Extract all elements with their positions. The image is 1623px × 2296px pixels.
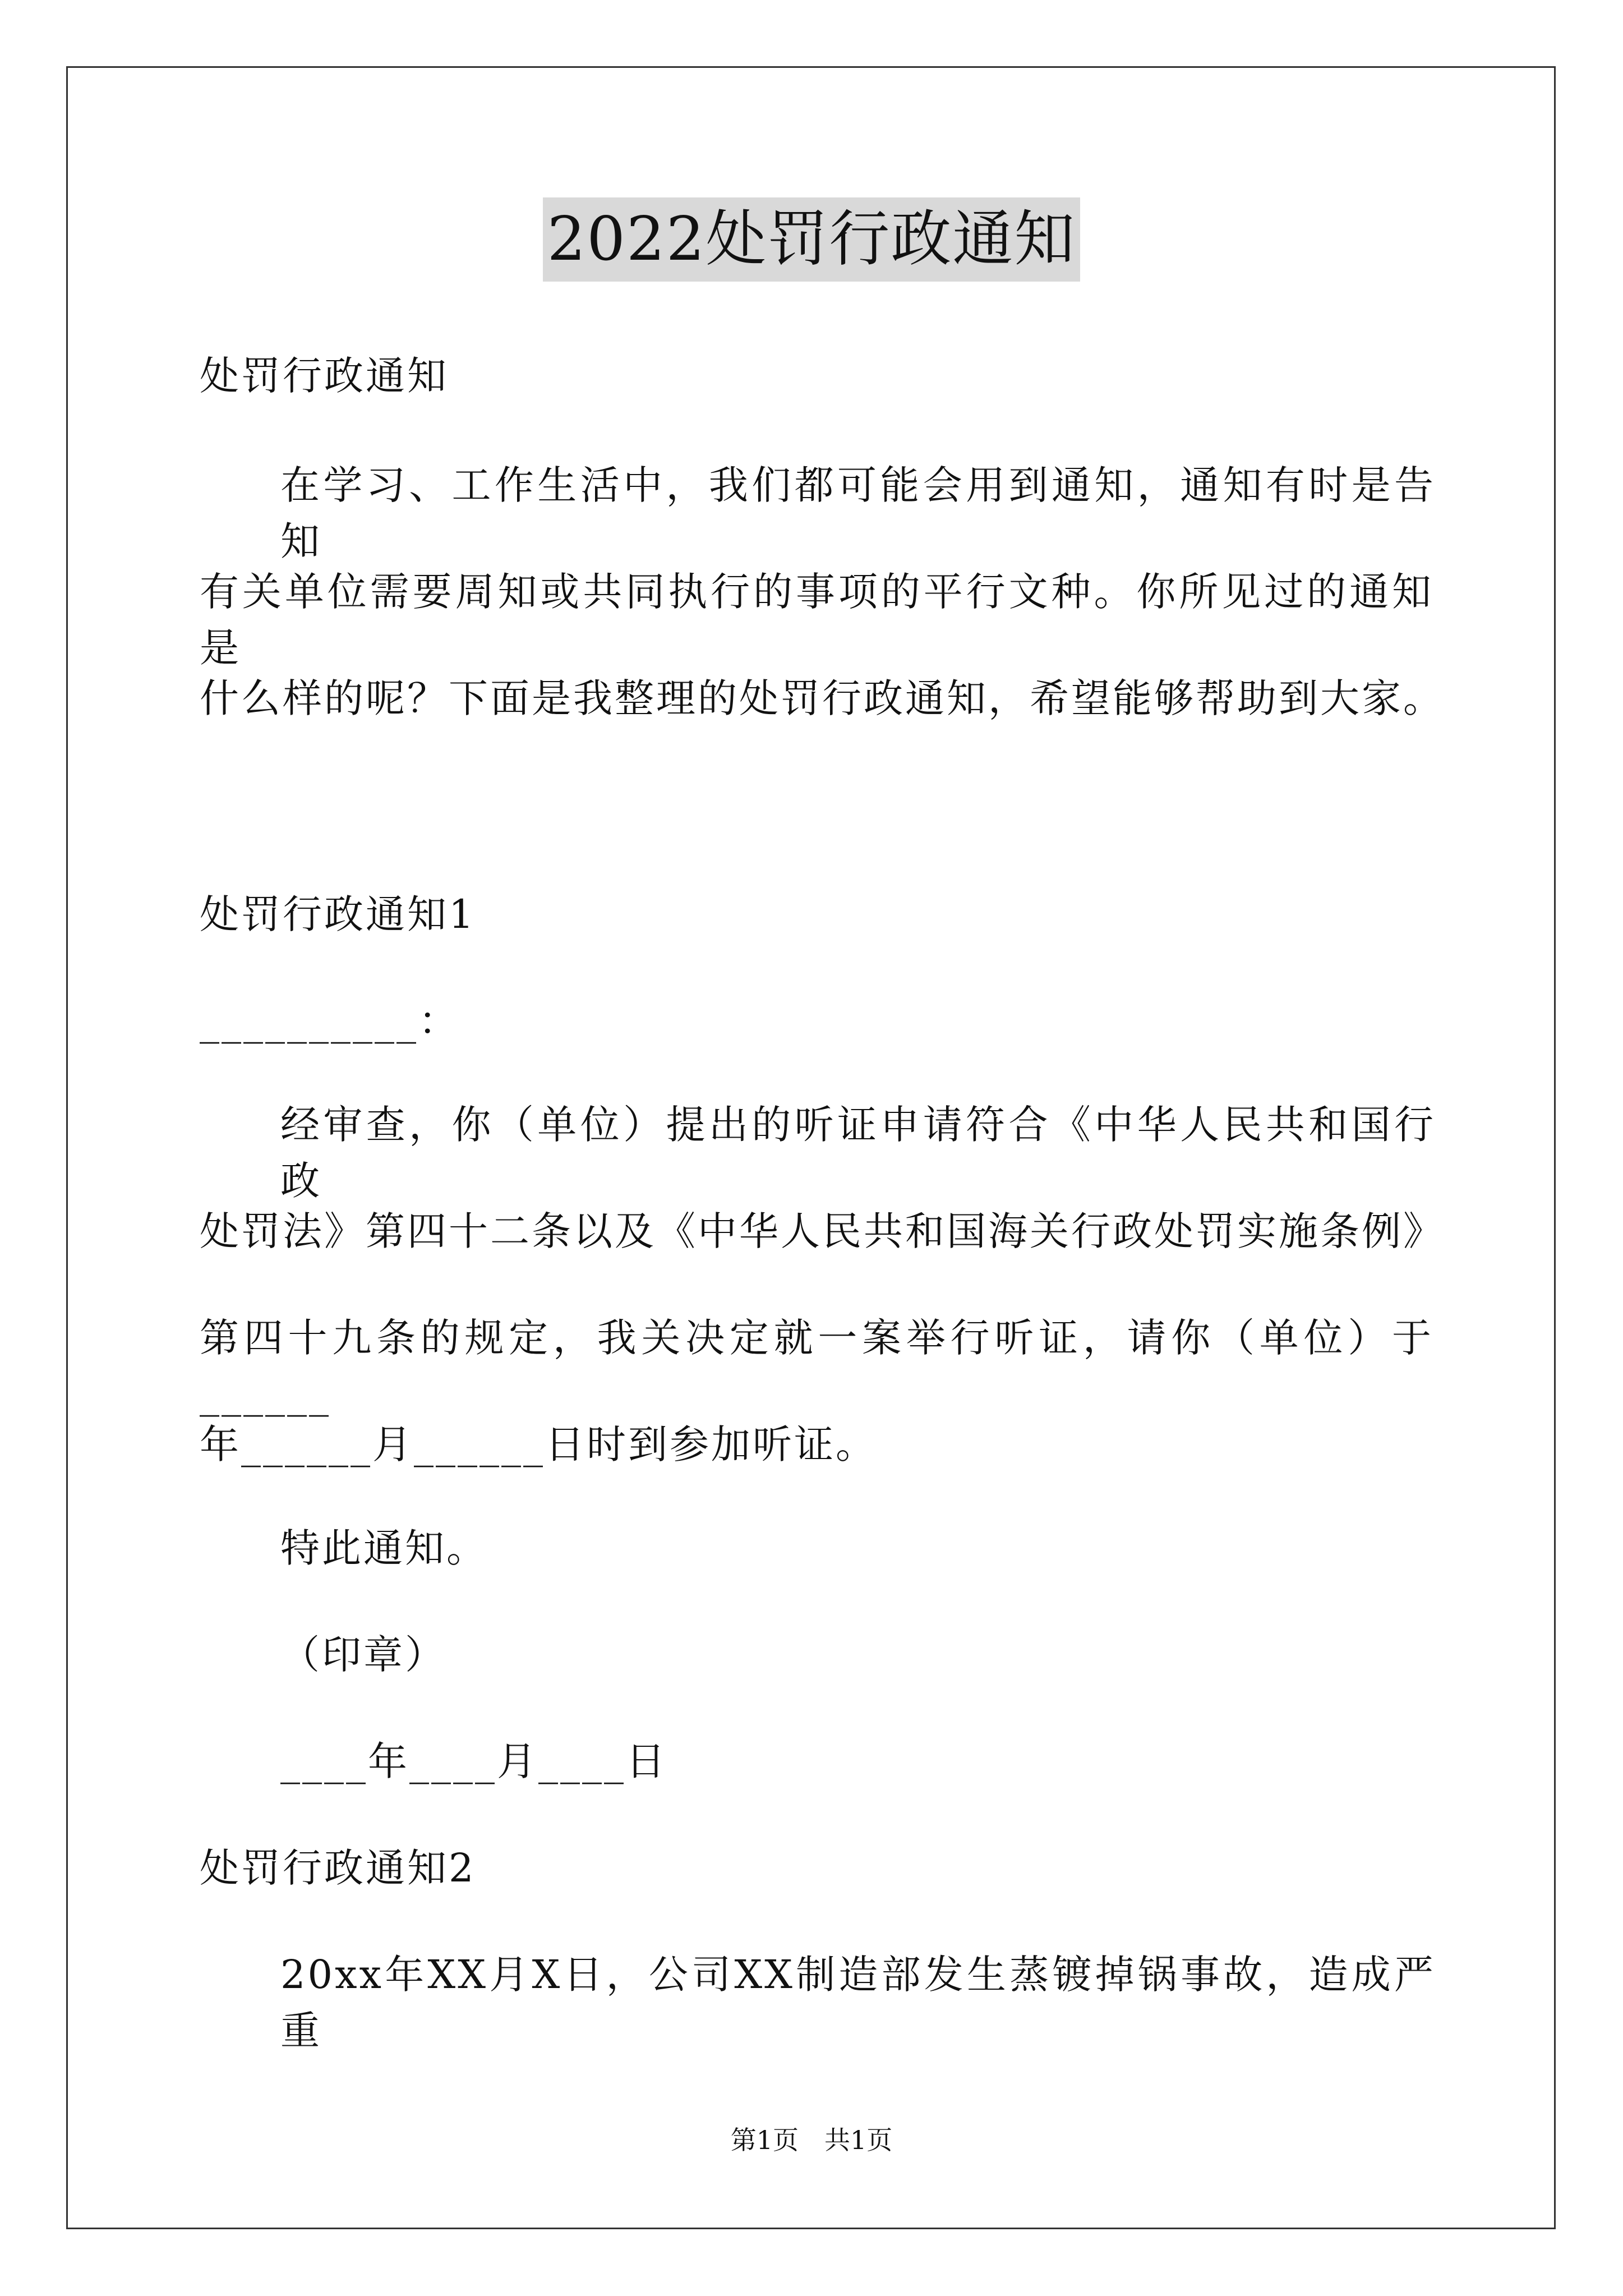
intro-paragraph-line-2: 有关单位需要周知或共同执行的事项的平行文种。你所见过的通知是 <box>200 569 1433 671</box>
section-heading-2: 处罚行政通知2 <box>200 1845 476 1891</box>
document-title: 2022处罚行政通知 <box>543 197 1081 282</box>
intro-paragraph-line-3: 什么样的呢？下面是我整理的处罚行政通知，希望能够帮助到大家。 <box>200 675 1445 721</box>
notice-1-line-1: 经审查，你（单位）提出的听证申请符合《中华人民共和国行政 <box>280 1102 1436 1204</box>
intro-heading: 处罚行政通知 <box>200 353 449 399</box>
section-heading-1: 处罚行政通知1 <box>200 891 476 937</box>
page-footer: 第1页 共1页 <box>730 2125 893 2155</box>
seal-placeholder: （印章） <box>280 1632 446 1678</box>
notice-1-line-4: 年______月______日时到参加听证。 <box>200 1421 877 1467</box>
notice-1-line-3: 第四十九条的规定，我关决定就一案举行听证，请你（单位）于______ <box>200 1315 1433 1417</box>
closing-phrase: 特此通知。 <box>280 1525 488 1571</box>
date-line: ____年____月____日 <box>280 1738 667 1784</box>
notice-2-line-1: 20xx年XX月X日，公司XX制造部发生蒸镀掉锅事故，造成严重 <box>280 1952 1436 2054</box>
title-block <box>0 197 1623 282</box>
intro-paragraph-line-1: 在学习、工作生活中，我们都可能会用到通知，通知有时是告知 <box>280 462 1436 564</box>
notice-1-line-2: 处罚法》第四十二条以及《中华人民共和国海关行政处罚实施条例》 <box>200 1208 1445 1254</box>
recipient-line: __________： <box>200 998 460 1044</box>
